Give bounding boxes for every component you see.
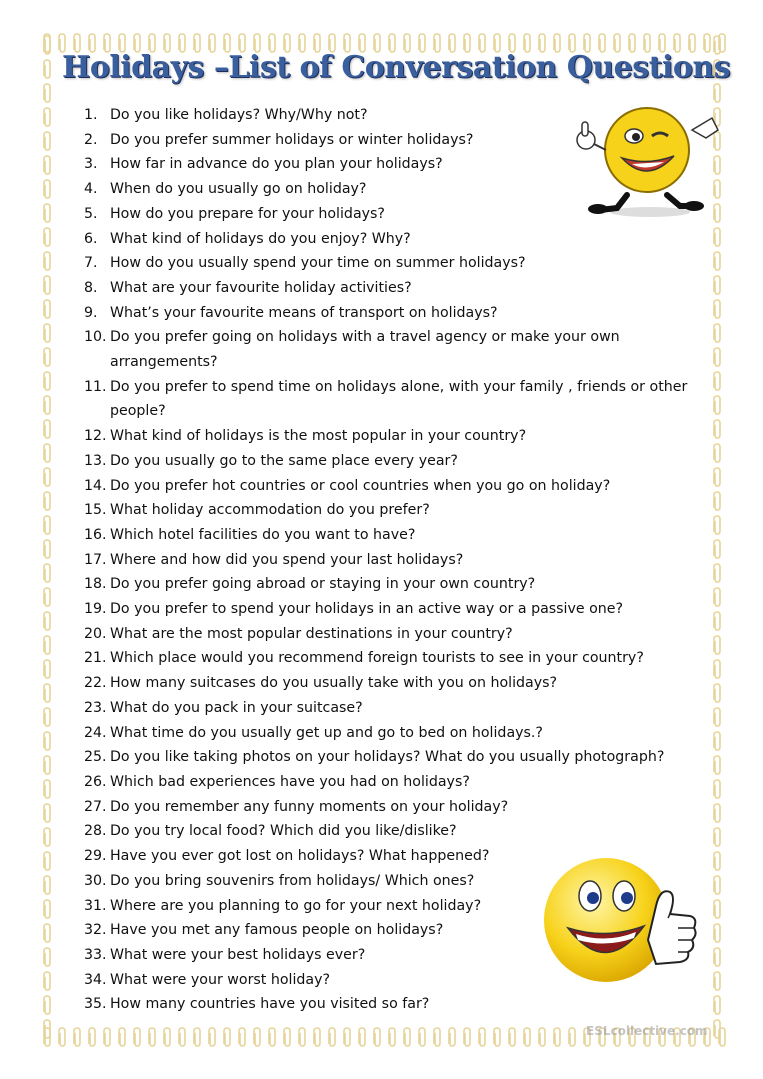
question-item — [84, 745, 704, 770]
question-text: Which hotel facilities do you want to have? — [110, 526, 416, 543]
paperclip-icon — [520, 1026, 534, 1048]
paperclip-icon — [430, 1026, 444, 1048]
paperclip-icon — [40, 514, 54, 536]
paperclip-icon — [40, 562, 54, 584]
paperclip-icon — [160, 1026, 174, 1048]
paperclip-icon — [710, 250, 724, 272]
paperclip-icon — [40, 706, 54, 728]
question-text: What are your favourite holiday activities? — [110, 279, 412, 296]
question-number: 24. — [84, 724, 107, 741]
question-item — [84, 301, 704, 326]
paperclip-icon — [40, 58, 54, 80]
question-text: What do you pack in your suitcase? — [110, 699, 363, 716]
paperclip-icon — [325, 1026, 339, 1048]
paperclip-icon — [710, 922, 724, 944]
question-number: 21. — [84, 650, 107, 667]
paperclip-icon — [710, 826, 724, 848]
question-text: What were your best holidays ever? — [110, 946, 366, 963]
question-number: 14. — [84, 477, 107, 494]
question-number: 13. — [84, 452, 107, 469]
question-number: 5. — [84, 205, 98, 222]
paperclip-icon — [710, 850, 724, 872]
question-item — [84, 325, 704, 374]
paperclip-icon — [265, 1026, 279, 1048]
paperclip-icon — [475, 1026, 489, 1048]
question-text: Do you remember any funny moments on your holiday? — [110, 798, 509, 815]
paperclip-icon — [340, 1026, 354, 1048]
question-text: Do you prefer summer holidays or winter holidays? — [110, 131, 474, 148]
paperclip-icon — [710, 298, 724, 320]
question-number: 35. — [84, 996, 107, 1013]
paperclip-icon — [710, 466, 724, 488]
paperclip-icon — [40, 850, 54, 872]
question-text: When do you usually go on holiday? — [110, 181, 367, 198]
paperclip-icon — [40, 898, 54, 920]
paperclip-icon — [40, 1018, 54, 1040]
paperclip-icon — [40, 970, 54, 992]
paperclip-icon — [710, 610, 724, 632]
question-text: How do you usually spend your time on summer holidays? — [110, 255, 526, 272]
question-number: 33. — [84, 946, 107, 963]
question-text: How many suitcases do you usually take with you on holidays? — [110, 675, 558, 692]
question-text: Do you bring souvenirs from holidays/ Which ones? — [110, 872, 475, 889]
question-item — [84, 251, 704, 276]
paperclip-icon — [710, 682, 724, 704]
question-number: 30. — [84, 872, 107, 889]
question-text: Which place would you recommend foreign tourists to see in your country? — [110, 650, 644, 667]
question-number: 6. — [84, 230, 98, 247]
question-number: 10. — [84, 329, 107, 346]
question-text: Which bad experiences have you had on holidays? — [110, 773, 470, 790]
question-text: Do you like taking photos on your holidays? What do you usually photograph? — [110, 749, 665, 766]
paperclip-icon — [400, 1026, 414, 1048]
question-number: 2. — [84, 131, 98, 148]
question-text: Where are you planning to go for your next holiday? — [110, 897, 482, 914]
question-item — [84, 572, 704, 597]
question-text: Do you prefer going abroad or staying in your own country? — [110, 576, 536, 593]
paperclip-icon — [190, 1026, 204, 1048]
question-text: What holiday accommodation do you prefer? — [110, 502, 430, 519]
question-text: What kind of holidays do you enjoy? Why? — [110, 230, 411, 247]
paperclip-icon — [40, 586, 54, 608]
question-number: 27. — [84, 798, 107, 815]
paperclip-icon — [85, 1026, 99, 1048]
paperclip-border-left — [36, 30, 58, 1050]
question-item — [84, 597, 704, 622]
question-item — [84, 696, 704, 721]
question-text: Do you usually go to the same place every year? — [110, 452, 458, 469]
paperclip-icon — [710, 970, 724, 992]
question-number: 11. — [84, 378, 107, 395]
paperclip-icon — [40, 634, 54, 656]
paperclip-icon — [40, 394, 54, 416]
paperclip-icon — [40, 466, 54, 488]
paperclip-icon — [40, 874, 54, 896]
paperclip-icon — [710, 538, 724, 560]
question-text: Do you prefer to spend your holidays in an active way or a passive one? — [110, 601, 624, 618]
paperclip-icon — [40, 106, 54, 128]
question-item — [84, 227, 704, 252]
paperclip-icon — [710, 226, 724, 248]
paperclip-icon — [40, 226, 54, 248]
paperclip-icon — [710, 586, 724, 608]
paperclip-icon — [710, 706, 724, 728]
paperclip-icon — [130, 1026, 144, 1048]
question-text: Do you like holidays? Why/Why not? — [110, 107, 368, 123]
paperclip-icon — [40, 178, 54, 200]
paperclip-icon — [235, 1026, 249, 1048]
paperclip-icon — [40, 82, 54, 104]
question-text: What time do you usually get up and go to bed on holidays.? — [110, 724, 543, 741]
question-number: 18. — [84, 576, 107, 593]
paperclip-icon — [565, 1026, 579, 1048]
question-number: 7. — [84, 255, 98, 272]
paperclip-icon — [710, 562, 724, 584]
question-text: Do you try local food? Which did you like/dislike? — [110, 823, 457, 840]
paperclip-icon — [310, 1026, 324, 1048]
paperclip-icon — [40, 658, 54, 680]
question-text: How far in advance do you plan your holidays? — [110, 156, 443, 173]
paperclip-icon — [490, 1026, 504, 1048]
paperclip-icon — [40, 682, 54, 704]
question-text: What were your worst holiday? — [110, 971, 331, 988]
paperclip-icon — [40, 250, 54, 272]
paperclip-icon — [40, 34, 54, 56]
question-text: What are the most popular destinations in your country? — [110, 625, 513, 642]
question-text: What kind of holidays is the most popular in your country? — [110, 428, 527, 445]
question-text: Have you met any famous people on holidays? — [110, 922, 444, 939]
paperclip-icon — [355, 1026, 369, 1048]
question-number: 8. — [84, 279, 98, 296]
question-text: Where and how did you spend your last holidays? — [110, 551, 464, 568]
paperclip-icon — [40, 802, 54, 824]
paperclip-icon — [710, 634, 724, 656]
question-text: Do you prefer going on holidays with a travel agency or make your own arrangements? — [110, 329, 620, 371]
paperclip-icon — [40, 418, 54, 440]
question-number: 28. — [84, 823, 107, 840]
paperclip-icon — [40, 922, 54, 944]
paperclip-icon — [40, 538, 54, 560]
paperclip-icon — [205, 1026, 219, 1048]
paperclip-icon — [40, 778, 54, 800]
page-title: Holidays –List of Conversation Questions — [62, 50, 731, 85]
paperclip-icon — [710, 730, 724, 752]
question-number: 15. — [84, 502, 107, 519]
paperclip-icon — [40, 442, 54, 464]
question-number: 26. — [84, 773, 107, 790]
paperclip-icon — [710, 322, 724, 344]
paperclip-icon — [175, 1026, 189, 1048]
question-number: 23. — [84, 699, 107, 716]
question-item — [84, 523, 704, 548]
paperclip-icon — [710, 418, 724, 440]
paperclip-icon — [710, 946, 724, 968]
watermark: ESLcollective.com — [586, 1024, 708, 1038]
paperclip-icon — [40, 130, 54, 152]
paperclip-icon — [40, 202, 54, 224]
question-number: 3. — [84, 156, 98, 173]
paperclip-icon — [40, 994, 54, 1016]
paperclip-icon — [710, 442, 724, 464]
paperclip-icon — [710, 778, 724, 800]
paperclip-icon — [40, 322, 54, 344]
question-item — [84, 721, 704, 746]
question-item — [84, 770, 704, 795]
paperclip-icon — [40, 490, 54, 512]
question-number: 32. — [84, 922, 107, 939]
paperclip-icon — [40, 298, 54, 320]
paperclip-icon — [710, 514, 724, 536]
paperclip-icon — [40, 754, 54, 776]
paperclip-icon — [40, 730, 54, 752]
question-item — [84, 795, 704, 820]
question-text: How many countries have you visited so far? — [110, 996, 430, 1013]
question-item — [84, 671, 704, 696]
paperclip-icon — [40, 826, 54, 848]
question-text: Have you ever got lost on holidays? What happened? — [110, 848, 490, 865]
question-text: How do you prepare for your holidays? — [110, 205, 385, 222]
paperclip-icon — [250, 1026, 264, 1048]
question-item — [84, 622, 704, 647]
question-item — [84, 375, 704, 424]
question-number: 9. — [84, 304, 98, 321]
question-text: What’s your favourite means of transport on holidays? — [110, 304, 498, 321]
paperclip-icon — [710, 490, 724, 512]
paperclip-icon — [710, 274, 724, 296]
question-item — [84, 646, 704, 671]
question-number: 1. — [84, 107, 98, 123]
paperclip-icon — [115, 1026, 129, 1048]
question-text: Do you prefer hot countries or cool countries when you go on holiday? — [110, 477, 611, 494]
paperclip-icon — [460, 1026, 474, 1048]
paperclip-icon — [710, 802, 724, 824]
paperclip-icon — [40, 274, 54, 296]
paperclip-icon — [710, 394, 724, 416]
paperclip-icon — [145, 1026, 159, 1048]
paperclip-icon — [370, 1026, 384, 1048]
paperclip-icon — [710, 754, 724, 776]
question-item — [84, 498, 704, 523]
question-item — [84, 424, 704, 449]
winking-smiley-thumbs-up-icon — [572, 100, 722, 220]
question-number: 12. — [84, 428, 107, 445]
paperclip-icon — [415, 1026, 429, 1048]
paperclip-icon — [40, 346, 54, 368]
question-number: 17. — [84, 551, 107, 568]
question-number: 29. — [84, 848, 107, 865]
question-item — [84, 474, 704, 499]
paperclip-icon — [70, 1026, 84, 1048]
question-number: 22. — [84, 675, 107, 692]
paperclip-icon — [710, 874, 724, 896]
question-item — [84, 819, 704, 844]
question-number: 25. — [84, 749, 107, 766]
paperclip-icon — [505, 1026, 519, 1048]
paperclip-icon — [280, 1026, 294, 1048]
question-number: 31. — [84, 897, 107, 914]
paperclip-icon — [550, 1026, 564, 1048]
paperclip-icon — [40, 370, 54, 392]
question-item — [84, 449, 704, 474]
paperclip-icon — [295, 1026, 309, 1048]
question-number: 4. — [84, 181, 98, 198]
paperclip-icon — [220, 1026, 234, 1048]
question-number: 34. — [84, 971, 107, 988]
paperclip-icon — [40, 154, 54, 176]
paperclip-icon — [710, 994, 724, 1016]
question-item — [84, 992, 704, 1017]
question-item — [84, 548, 704, 573]
paperclip-icon — [710, 346, 724, 368]
question-number: 19. — [84, 601, 107, 618]
paperclip-icon — [40, 946, 54, 968]
paperclip-icon — [710, 370, 724, 392]
paperclip-icon — [710, 898, 724, 920]
paperclip-icon — [40, 610, 54, 632]
smiley-thumbs-up-icon — [538, 848, 703, 988]
question-text: Do you prefer to spend time on holidays alone, with your family , friends or other people? — [110, 378, 688, 420]
question-number: 16. — [84, 526, 107, 543]
paperclip-icon — [445, 1026, 459, 1048]
question-item — [84, 276, 704, 301]
paperclip-icon — [100, 1026, 114, 1048]
paperclip-icon — [710, 658, 724, 680]
paperclip-icon — [385, 1026, 399, 1048]
paperclip-icon — [535, 1026, 549, 1048]
question-number: 20. — [84, 625, 107, 642]
